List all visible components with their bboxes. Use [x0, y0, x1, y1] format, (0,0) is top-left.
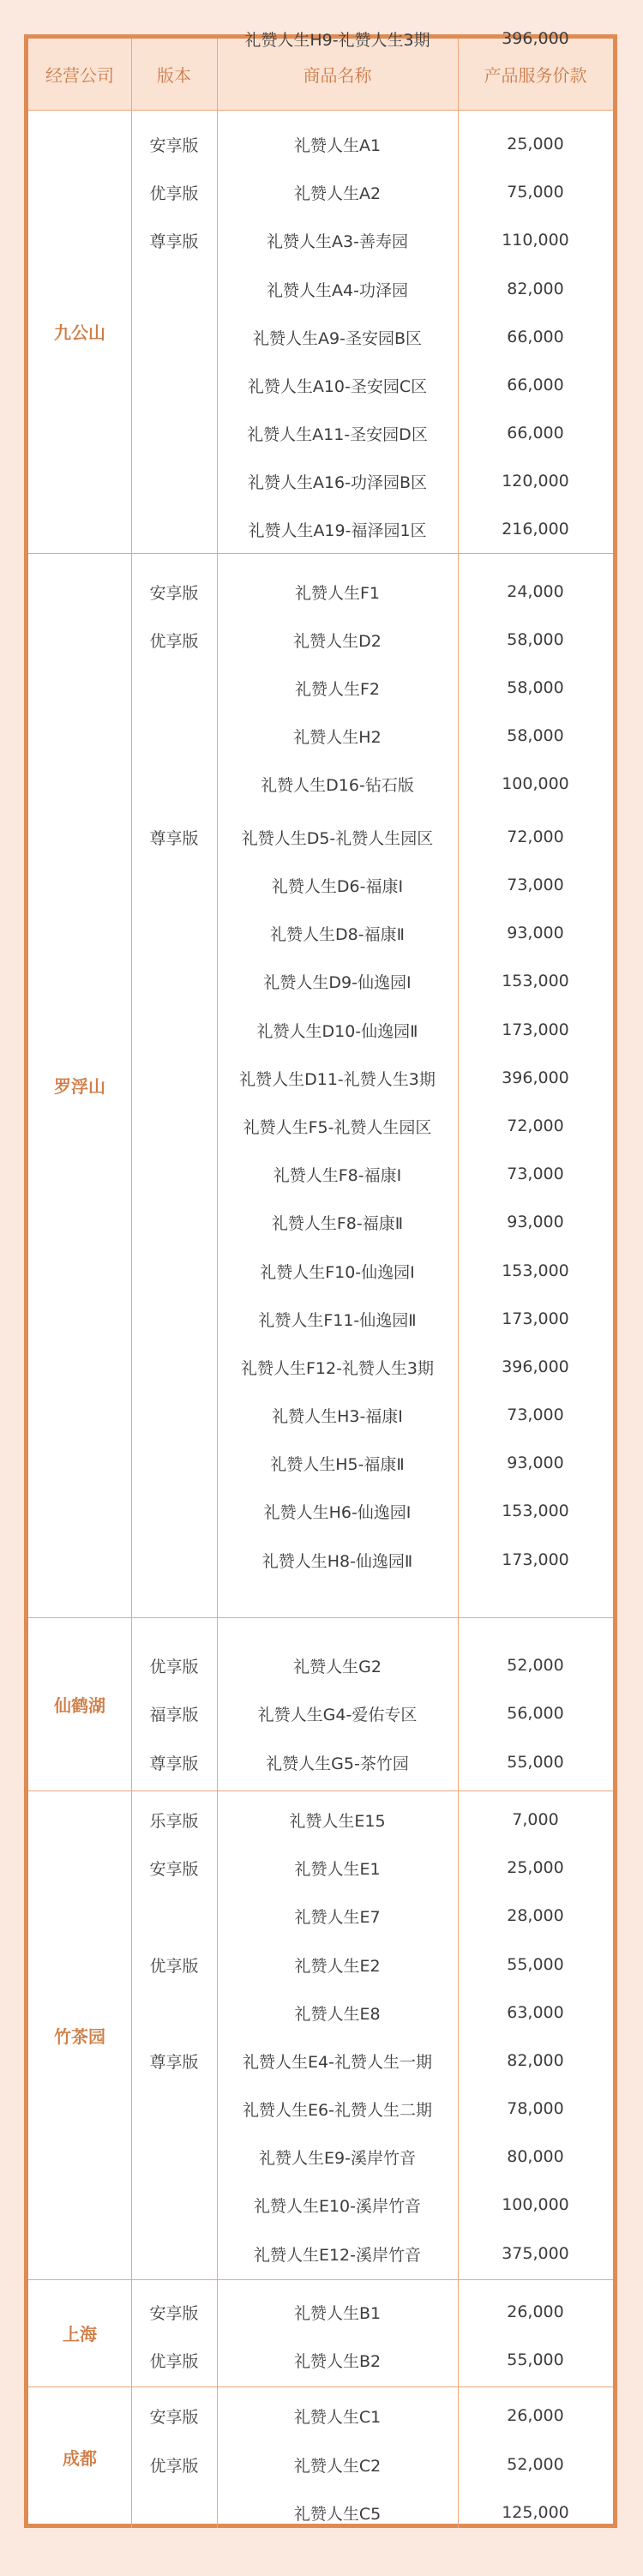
- product-name-cell: 礼赞人生F5-礼赞人生园区: [243, 1117, 432, 1137]
- product-name-cell: 礼赞人生D10-仙逸园Ⅱ: [256, 1021, 418, 1041]
- company-cell-zhuchayuan: 竹茶园: [54, 2025, 105, 2047]
- column-divider: [131, 39, 132, 2528]
- product-name-cell: 礼赞人生H5-福康Ⅱ: [270, 1454, 405, 1474]
- price-cell: 100,000: [502, 2195, 569, 2214]
- price-cell: 93,000: [507, 1213, 564, 1231]
- product-name-cell: 礼赞人生H8-仙逸园Ⅱ: [261, 1551, 413, 1571]
- price-cell: 66,000: [507, 376, 564, 394]
- product-name-cell: 礼赞人生E8: [294, 2004, 381, 2024]
- price-cell: 80,000: [507, 2147, 564, 2166]
- price-cell: 110,000: [502, 231, 569, 250]
- group-divider: [28, 2386, 613, 2387]
- price-cell: 7,000: [512, 1810, 559, 1829]
- price-cell: 55,000: [507, 1753, 564, 1772]
- product-name-cell: 礼赞人生A11-圣安园D区: [247, 424, 428, 444]
- price-cell: 120,000: [502, 472, 569, 491]
- group-divider: [28, 1617, 613, 1618]
- edition-cell: 安享版: [149, 2407, 199, 2427]
- price-cell: 153,000: [502, 1502, 569, 1520]
- product-name-cell: 礼赞人生E4-礼赞人生一期: [243, 2052, 432, 2072]
- column-header-price: 产品服务价款: [484, 65, 587, 86]
- edition-cell: 尊享版: [149, 2052, 199, 2072]
- price-cell: 153,000: [502, 1261, 569, 1280]
- product-name-cell: 礼赞人生H3-福康Ⅰ: [272, 1406, 403, 1426]
- product-name-cell: 礼赞人生G4-爱佑专区: [257, 1705, 418, 1724]
- edition-cell: 安享版: [149, 2303, 199, 2323]
- product-name-cell: 礼赞人生B2: [293, 2351, 382, 2371]
- price-cell: 25,000: [507, 135, 564, 153]
- company-cell-jiugongshan: 九公山: [54, 322, 105, 343]
- column-header-company: 经营公司: [45, 65, 114, 86]
- edition-cell: 尊享版: [149, 232, 199, 251]
- product-name-cell: 礼赞人生E9-溪岸竹音: [259, 2148, 416, 2168]
- product-name-cell: 礼赞人生G2: [293, 1657, 382, 1676]
- product-name-cell: 礼赞人生D9-仙逸园Ⅰ: [263, 972, 412, 992]
- product-name-cell: 礼赞人生F11-仙逸园Ⅱ: [258, 1310, 417, 1330]
- product-name-cell: 礼赞人生C1: [293, 2407, 382, 2427]
- product-name-cell: 礼赞人生A2: [293, 184, 382, 203]
- price-cell: 396,000: [502, 1357, 569, 1376]
- price-cell: 66,000: [507, 424, 564, 442]
- price-cell: 396,000: [502, 29, 569, 48]
- product-name-cell: 礼赞人生F2: [294, 679, 381, 699]
- product-name-cell: 礼赞人生E1: [294, 1859, 381, 1879]
- price-cell: 173,000: [502, 1550, 569, 1569]
- product-name-cell: 礼赞人生A4-功泽园: [267, 280, 408, 300]
- price-cell: 25,000: [507, 1858, 564, 1877]
- group-divider: [28, 553, 613, 554]
- price-cell: 82,000: [507, 2051, 564, 2070]
- price-cell: 52,000: [507, 2455, 564, 2474]
- edition-cell: 乐享版: [149, 1811, 199, 1831]
- product-name-cell: 礼赞人生F10-仙逸园Ⅰ: [260, 1262, 415, 1282]
- price-cell: 173,000: [502, 1309, 569, 1328]
- price-cell: 173,000: [502, 1020, 569, 1039]
- product-name-cell: 礼赞人生F12-礼赞人生3期: [240, 1358, 435, 1378]
- price-cell: 93,000: [507, 1454, 564, 1472]
- price-cell: 153,000: [502, 972, 569, 990]
- group-divider: [28, 2279, 613, 2280]
- edition-cell: 优享版: [149, 2351, 199, 2371]
- company-cell-xianhehu: 仙鹤湖: [54, 1694, 105, 1716]
- price-cell: 82,000: [507, 280, 564, 298]
- product-name-cell: 礼赞人生A1: [293, 135, 382, 155]
- product-name-cell: 礼赞人生C2: [293, 2456, 382, 2476]
- product-name-cell: 礼赞人生E10-溪岸竹音: [253, 2196, 422, 2216]
- price-table: [24, 29, 617, 2528]
- product-name-cell: 礼赞人生E6-礼赞人生二期: [243, 2100, 432, 2120]
- price-cell: 26,000: [507, 2302, 564, 2321]
- product-name-cell: 礼赞人生C5: [293, 2504, 382, 2524]
- price-cell: 52,000: [507, 1656, 564, 1675]
- product-name-cell: 礼赞人生D11-礼赞人生3期: [239, 1069, 436, 1089]
- company-cell-luofushan: 罗浮山: [54, 1076, 105, 1097]
- price-cell: 216,000: [502, 520, 569, 539]
- product-name-cell: 礼赞人生F1: [294, 583, 381, 603]
- product-name-cell: 礼赞人生E2: [294, 1956, 381, 1976]
- product-name-cell: 礼赞人生A3-善寿园: [267, 232, 408, 251]
- edition-cell: 优享版: [149, 1657, 199, 1676]
- price-cell: 93,000: [507, 924, 564, 942]
- product-name-cell: 礼赞人生H9-礼赞人生3期: [244, 30, 430, 50]
- company-cell-shanghai: 上海: [63, 2324, 97, 2344]
- product-name-cell: 礼赞人生A16-功泽园B区: [247, 472, 428, 492]
- price-cell: 72,000: [507, 828, 564, 846]
- product-name-cell: 礼赞人生E7: [294, 1907, 381, 1927]
- column-header-product: 商品名称: [303, 65, 372, 86]
- edition-cell: 安享版: [149, 135, 199, 155]
- price-cell: 375,000: [502, 2244, 569, 2263]
- price-cell: 75,000: [507, 183, 564, 202]
- product-name-cell: 礼赞人生D16-钻石版: [261, 775, 414, 795]
- header-divider: [28, 110, 613, 111]
- product-name-cell: 礼赞人生A19-福泽园1区: [248, 521, 427, 540]
- product-name-cell: 礼赞人生D6-福康Ⅰ: [271, 876, 404, 896]
- price-cell: 73,000: [507, 876, 564, 894]
- price-cell: 55,000: [507, 2350, 564, 2369]
- product-name-cell: 礼赞人生G5-茶竹园: [266, 1754, 409, 1773]
- edition-cell: 安享版: [149, 583, 199, 603]
- company-cell-chengdu: 成都: [63, 2448, 97, 2469]
- price-cell: 58,000: [507, 726, 564, 745]
- price-cell: 58,000: [507, 678, 564, 697]
- product-name-cell: 礼赞人生B1: [293, 2303, 382, 2323]
- column-header-edition: 版本: [157, 65, 191, 86]
- price-cell: 55,000: [507, 1955, 564, 1974]
- price-cell: 396,000: [502, 1068, 569, 1087]
- edition-cell: 尊享版: [149, 828, 199, 848]
- product-name-cell: 礼赞人生F8-福康Ⅱ: [271, 1213, 404, 1233]
- product-name-cell: 礼赞人生E15: [289, 1811, 386, 1831]
- price-cell: 58,000: [507, 630, 564, 649]
- product-name-cell: 礼赞人生F8-福康Ⅰ: [273, 1165, 402, 1185]
- edition-cell: 优享版: [149, 1956, 199, 1976]
- product-name-cell: 礼赞人生H2: [293, 727, 382, 747]
- product-name-cell: 礼赞人生D8-福康Ⅱ: [270, 924, 405, 944]
- edition-cell: 安享版: [149, 1859, 199, 1879]
- price-cell: 63,000: [507, 2003, 564, 2022]
- price-cell: 73,000: [507, 1405, 564, 1424]
- price-cell: 26,000: [507, 2406, 564, 2425]
- product-name-cell: 礼赞人生A9-圣安园B区: [253, 328, 422, 348]
- price-cell: 56,000: [507, 1704, 564, 1723]
- product-name-cell: 礼赞人生H6-仙逸园Ⅰ: [263, 1502, 412, 1522]
- edition-cell: 福享版: [149, 1705, 199, 1724]
- price-cell: 72,000: [507, 1116, 564, 1135]
- product-name-cell: 礼赞人生D2: [293, 631, 382, 651]
- edition-cell: 优享版: [149, 2456, 199, 2476]
- price-cell: 28,000: [507, 1906, 564, 1925]
- price-cell: 100,000: [502, 774, 569, 793]
- product-name-cell: 礼赞人生D5-礼赞人生园区: [241, 828, 434, 848]
- product-name-cell: 礼赞人生E12-溪岸竹音: [253, 2245, 422, 2265]
- edition-cell: 优享版: [149, 184, 199, 203]
- price-cell: 66,000: [507, 328, 564, 346]
- price-cell: 125,000: [502, 2503, 569, 2522]
- edition-cell: 尊享版: [149, 1754, 199, 1773]
- price-cell: 78,000: [507, 2099, 564, 2118]
- price-cell: 73,000: [507, 1165, 564, 1183]
- price-cell: 24,000: [507, 582, 564, 601]
- product-name-cell: 礼赞人生A10-圣安园C区: [247, 376, 428, 396]
- edition-cell: 优享版: [149, 631, 199, 651]
